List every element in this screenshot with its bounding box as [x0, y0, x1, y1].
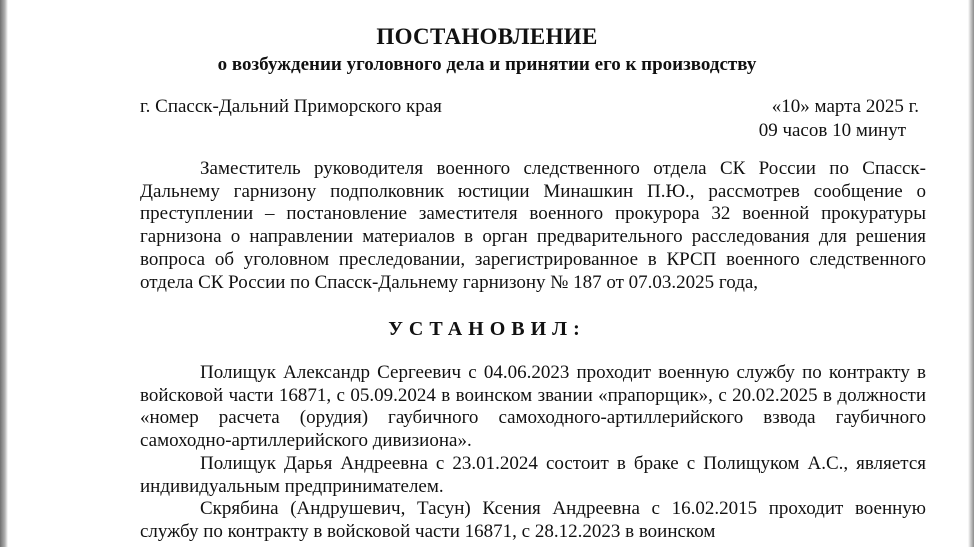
scan-edge-left [0, 0, 8, 547]
section-heading: УСТАНОВИЛ: [388, 318, 586, 340]
document-place: г. Спасск-Дальний Приморского края [140, 96, 442, 117]
fact-paragraph: Полищук Александр Сергеевич с 04.06.2023 проходит военную службу по контракту в войсковой части 16871, с 05.09.2024 в воинском звании «прапорщик», с 20.02.2025 в должности «номер расчета (орудия) гаубичного самоходного-артиллерийского взвода гаубичного самоходно-артиллерийского дивизиона». [140, 362, 926, 452]
facts-section [140, 362, 926, 544]
intro-paragraph: Заместитель руководителя военного следственного отдела СК России по Спасск-Дальнему гарнизону подполковник юстиции Минашкин П.Ю., рассмотрев сообщение о преступлении – постановление заместителя военного прокурора 32 военной прокуратуры гарнизона о направлении материалов в орган предварительного расследования для решения вопроса об уголовном преследовании, зарегистрированное в КРСП военного следственного отдела СК России по Спасск-Дальнему гарнизону № 187 от 07.03.2025 года, [140, 158, 926, 293]
document-title: ПОСТАНОВЛЕНИЕ [376, 24, 598, 49]
scan-edge-right [968, 0, 974, 547]
document-date: «10» марта 2025 г. [771, 96, 919, 117]
fact-paragraph: Скрябина (Андрушевич, Тасун) Ксения Андреевна с 16.02.2015 проходит военную службу по контракту в войсковой части 16871, с 28.12.2023 в воинском [140, 498, 926, 542]
document-subtitle: о возбуждении уголовного дела и принятии его к производству [217, 54, 757, 75]
fact-paragraph: Полищук Дарья Андреевна с 23.01.2024 состоит в браке с Полищуком А.С., является индивидуальным предпринимателем. [140, 452, 926, 497]
document-time: 09 часов 10 минут [758, 120, 906, 141]
intro-section [140, 158, 926, 294]
